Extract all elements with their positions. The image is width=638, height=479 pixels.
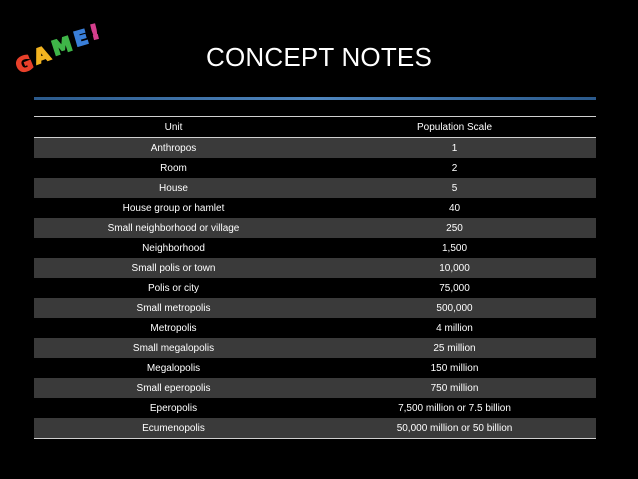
unit-cell: Megalopolis [146, 362, 201, 374]
page-title: CONCEPT NOTES [205, 42, 433, 72]
table-row [34, 318, 596, 338]
population-cell: 75,000 [439, 282, 470, 294]
table-row [34, 398, 596, 418]
table-row [34, 238, 596, 258]
unit-cell: Small metropolis [136, 302, 211, 314]
population-cell: 4 million [436, 322, 473, 334]
population-table-container [34, 116, 596, 439]
table-row [34, 378, 596, 398]
unit-cell: Small megalopolis [132, 342, 215, 354]
table-row [34, 218, 596, 238]
logo-letter-e: E [70, 24, 91, 52]
title-divider [34, 97, 596, 100]
population-cell: 150 million [430, 362, 479, 374]
population-table [34, 116, 596, 439]
table-row [34, 358, 596, 378]
table-row [34, 338, 596, 358]
table-row [34, 198, 596, 218]
logo-letter-m: M [48, 31, 76, 61]
population-cell: 40 [448, 202, 461, 214]
unit-cell: Polis or city [147, 282, 200, 294]
header-unit: Unit [34, 117, 313, 138]
population-cell: 50,000 million or 50 billion [313, 418, 596, 439]
logo-letter-exclaim: ! [87, 19, 102, 45]
unit-cell: Eperopolis [149, 402, 198, 414]
table-row [34, 138, 596, 159]
unit-cell: Metropolis [150, 322, 197, 334]
population-cell: 25 million [433, 342, 476, 354]
table-row [34, 418, 596, 439]
unit-cell: Small eperopolis [136, 382, 211, 394]
population-cell: 2 [451, 162, 458, 174]
population-cell: 7,500 million or 7.5 billion [398, 402, 511, 414]
unit-cell: House group or hamlet [122, 202, 225, 214]
unit-cell: Neighborhood [142, 242, 205, 254]
unit-cell: Ecumenopolis [34, 418, 313, 439]
table-row [34, 158, 596, 178]
table-row [34, 178, 596, 198]
population-cell: 10,000 [439, 262, 470, 274]
population-cell: 500,000 [436, 302, 473, 314]
population-cell: 750 million [430, 382, 479, 394]
population-cell: 250 [446, 222, 463, 234]
population-cell: 1 [451, 142, 458, 154]
table-row [34, 258, 596, 278]
population-cell: 1,500 [441, 242, 468, 254]
unit-cell: Room [160, 162, 187, 174]
header-population-scale: Population Scale [313, 117, 596, 138]
table-header-row [34, 117, 596, 138]
unit-cell: Small polis or town [131, 262, 216, 274]
logo-letter-g: G [12, 49, 37, 79]
table-row [34, 278, 596, 298]
logo-letter-a: A [30, 41, 54, 69]
unit-cell: Anthropos [150, 142, 197, 154]
unit-cell: House [159, 182, 188, 194]
table-row [34, 298, 596, 318]
population-cell: 5 [451, 182, 458, 194]
unit-cell: Small neighborhood or village [107, 222, 240, 234]
